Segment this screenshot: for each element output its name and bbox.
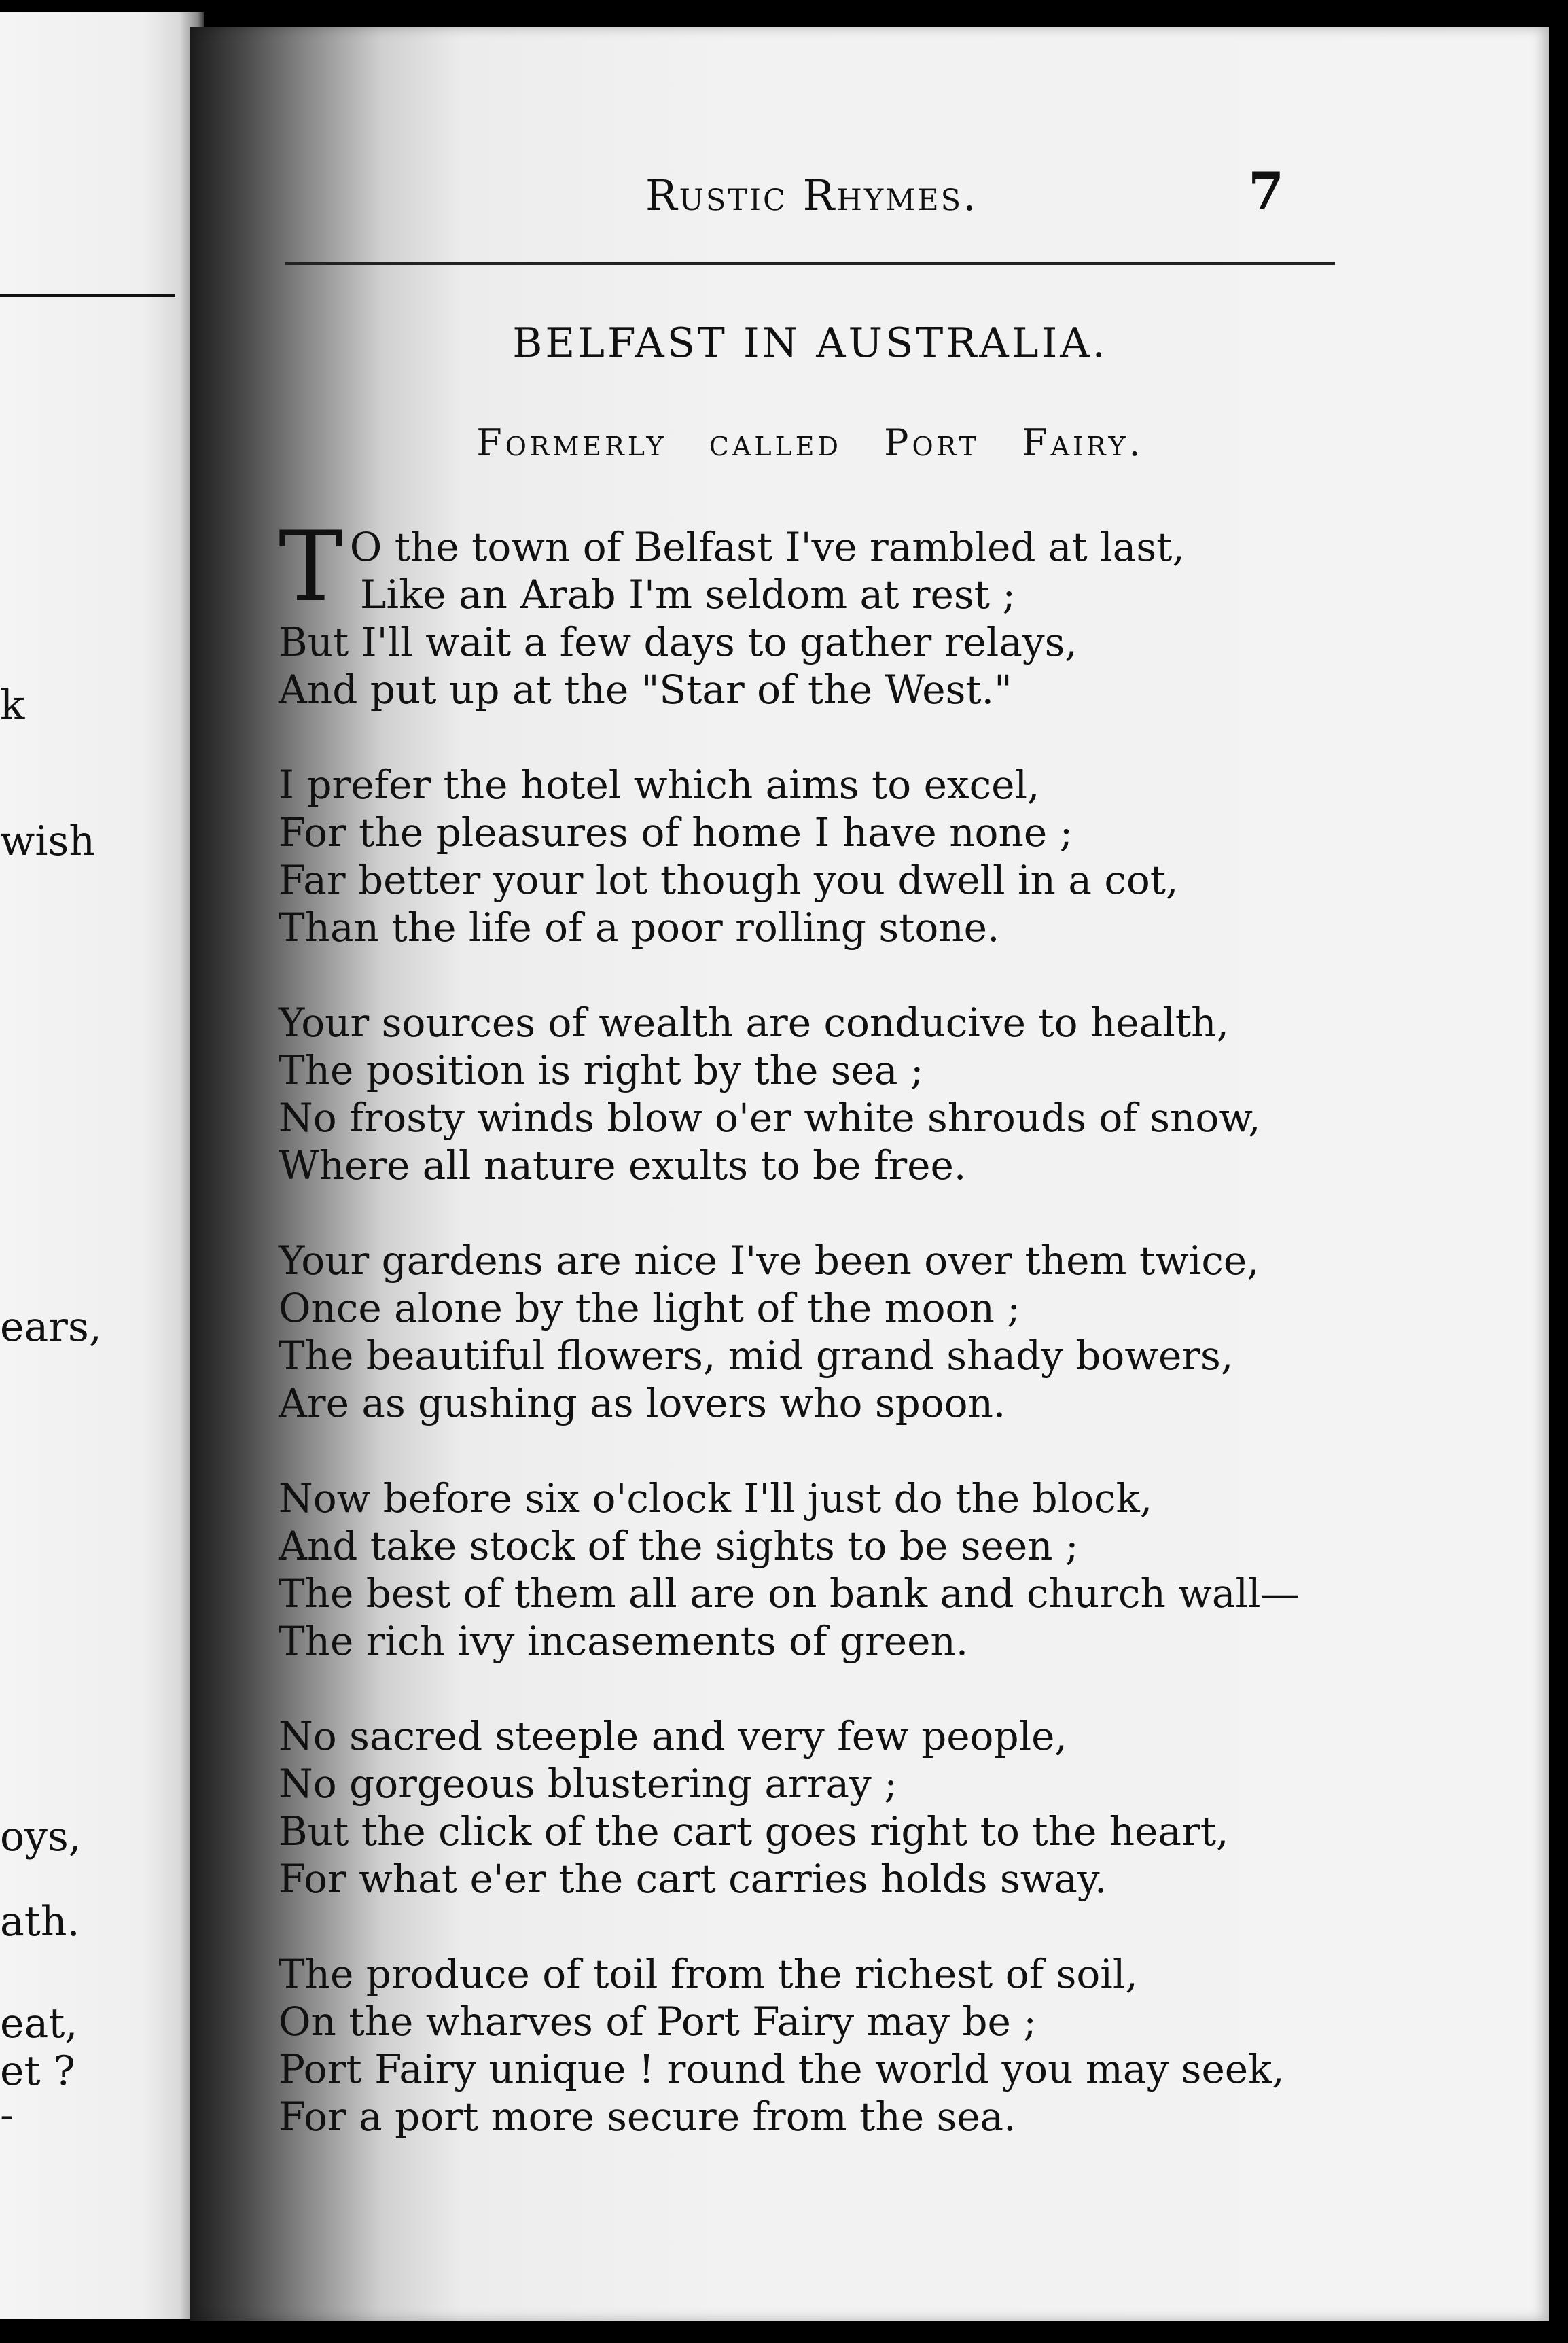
poem-title: BELFAST IN AUSTRALIA.	[512, 319, 1108, 367]
page-header	[448, 146, 1332, 228]
previous-page-rule	[0, 294, 175, 297]
stanza	[279, 1475, 1379, 1665]
poem-line: But the click of the cart goes right to the heart,	[279, 1808, 1229, 1854]
poem-line: No frosty winds blow o'er white shrouds of snow,	[279, 1095, 1261, 1141]
poem-line: Port Fairy unique ! round the world you may seek,	[279, 2046, 1285, 2092]
stanza	[279, 1712, 1379, 1903]
poem-line: For what e'er the cart carries holds sway.	[279, 1856, 1107, 1902]
poem-line: The best of them all are on bank and church wall—	[279, 1570, 1300, 1617]
stanza	[279, 1237, 1379, 1427]
poem-line: Now before six o'clock I'll just do the block,	[279, 1475, 1153, 1521]
poem-subtitle: Formerly called Port Fairy.	[476, 421, 1144, 464]
stanza	[279, 511, 1379, 714]
poem-line: No gorgeous blustering array ;	[279, 1761, 897, 1807]
poem-line: O the town of Belfast I've rambled at last,	[349, 524, 1185, 570]
poem-line: Once alone by the light of the moon ;	[279, 1285, 1020, 1331]
poem-line: Are as gushing as lovers who spoon.	[279, 1380, 1006, 1426]
poem-line: The rich ivy incasements of green.	[279, 1618, 969, 1664]
poem-line: And put up at the "Star of the West."	[279, 667, 1012, 713]
poem-line: Far better your lot though you dwell in a cot,	[279, 857, 1179, 903]
previous-page-fragment: oys,	[0, 1813, 82, 1861]
previous-page-fragment: k	[0, 682, 25, 729]
poem-line: Your sources of wealth are conducive to health,	[279, 1000, 1229, 1046]
stanza	[279, 1950, 1379, 2141]
poem-line: Your gardens are nice I've been over them twice,	[279, 1237, 1260, 1284]
page-number: 7	[1248, 161, 1284, 222]
previous-page-fragment: wish	[0, 817, 95, 865]
drop-cap: T	[279, 511, 343, 623]
stanza	[279, 761, 1379, 951]
poem-line: The position is right by the sea ;	[279, 1047, 924, 1093]
previous-page	[0, 12, 204, 2319]
poem-line: Where all nature exults to be free.	[279, 1142, 967, 1188]
poem-line: The produce of toil from the richest of soil,	[279, 1951, 1138, 1997]
poem-line: No sacred steeple and very few people,	[279, 1713, 1067, 1759]
stanza	[279, 999, 1379, 1189]
poem-line: I prefer the hotel which aims to excel,	[279, 762, 1040, 808]
poem-line: For the pleasures of home I have none ;	[279, 809, 1073, 856]
previous-page-fragment: et ?	[0, 2047, 75, 2095]
poem-body	[279, 511, 1379, 2188]
previous-page-fragment: -	[0, 2092, 14, 2139]
poem-line: And take stock of the sights to be seen ;	[279, 1523, 1079, 1569]
running-title: Rustic Rhymes.	[645, 171, 978, 220]
poem-line: On the wharves of Port Fairy may be ;	[279, 1998, 1037, 2045]
poem-line: For a port more secure from the sea.	[279, 2094, 1016, 2140]
poem-line: Like an Arab I'm seldom at rest ;	[360, 571, 1016, 618]
poem-line: Than the life of a poor rolling stone.	[279, 904, 1000, 951]
poem-line: The beautiful flowers, mid grand shady bowers,	[279, 1333, 1234, 1379]
previous-page-fragment: ears,	[0, 1303, 102, 1351]
poem-line: But I'll wait a few days to gather relays,	[279, 619, 1077, 665]
previous-page-fragment: eat,	[0, 2000, 78, 2047]
previous-page-fragment: ath.	[0, 1898, 80, 1945]
header-rule	[285, 262, 1335, 265]
